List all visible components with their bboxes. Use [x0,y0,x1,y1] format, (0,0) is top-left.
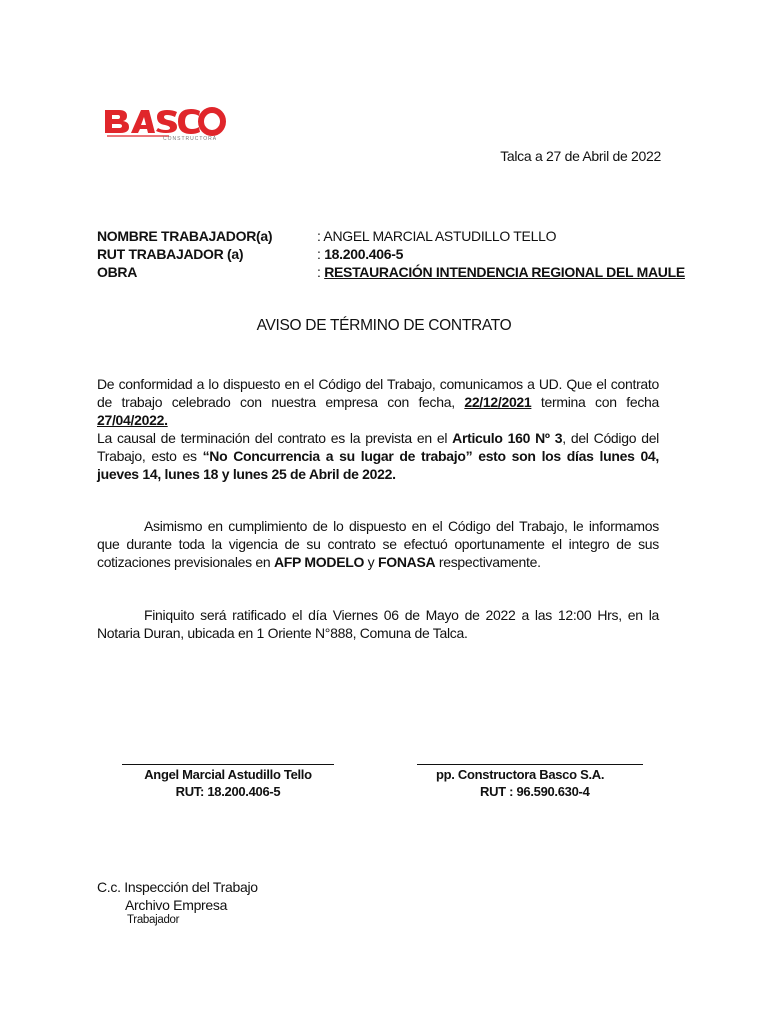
contract-start-date: 22/12/2021 [464,394,532,410]
company-signature-line [417,764,643,765]
legal-article: Articulo 160 Nº 3 [452,430,563,446]
para3-text-c: respectivamente. [435,554,541,570]
rut-prefix: : [317,246,325,262]
rut-number: 18.200.406-5 [324,246,404,262]
worker-rut-value [317,246,403,262]
fonasa-name: FONASA [377,554,436,570]
para1-text-b: termina con fecha [531,394,659,410]
para2-text-b: , del Código del Trabajo, esto es [97,430,659,464]
obra-label: OBRA [97,264,138,280]
worker-rut-label: RUT TRABAJADOR (a) [97,246,244,262]
worker-signature-line [122,764,334,765]
obra-value [317,264,685,280]
paragraph-cause [97,429,659,483]
settlement-text: Finiquito será ratificado el día Viernes 06 de Mayo de 2022 a las 12:00 Hrs, en la Notaria Duran, ubicada en 1 Oriente N°888, Comuna de Talca. [97,607,659,641]
paragraph-contract [97,375,659,429]
company-logo [103,100,228,146]
cc-line-worker: Trabajador [127,914,180,926]
logo-subtext: CONSTRUCTORA [163,136,218,142]
cc-line-inspection: C.c. Inspección del Trabajo [97,879,258,895]
worker-signature-name: Angel Marcial Astudillo Tello [144,767,312,782]
obra-prefix: : [317,264,325,280]
worker-signature-rut: RUT: 18.200.406-5 [175,784,281,799]
cc-line-archive: Archivo Empresa [125,897,228,913]
obra-name: RESTAURACIÓN INTENDENCIA REGIONAL DEL MAULE [324,264,685,280]
contract-end-date: 27/04/2022. [97,412,168,428]
afp-name: AFP MODELO [274,554,365,570]
para3-text-a: Asimismo en cumplimiento de lo dispuesto en el Código del Trabajo, le informamos que durante toda la vigencia de su contrato se efectuó oportunamente el integro de sus cotizaciones previsionales en [97,518,659,570]
worker-name-label: NOMBRE TRABAJADOR(a) [97,228,273,244]
document-date: Talca a 27 de Abril de 2022 [500,148,661,164]
para2-text-a: La causal de terminación del contrato es la prevista en el [97,430,453,446]
paragraph-settlement [97,606,659,642]
document-title: AVISO DE TÉRMINO DE CONTRATO [256,317,512,334]
company-signature-rut: RUT : 96.590.630-4 [480,784,590,799]
paragraph-contributions [97,517,659,571]
para3-text-b: y [364,554,378,570]
para1-text-a: De conformidad a lo dispuesto en el Código del Trabajo, comunicamos a UD. Que el contrato de trabajo celebrado con nuestra empresa con fecha, [97,376,659,410]
company-signature-name: pp. Constructora Basco S.A. [436,767,605,782]
worker-name-value: : ANGEL MARCIAL ASTUDILLO TELLO [317,228,557,244]
termination-cause: “No Concurrencia a su lugar de trabajo” esto son los días lunes 04, jueves 14, lunes 18 y lunes 25 de Abril de 2022. [97,448,660,482]
